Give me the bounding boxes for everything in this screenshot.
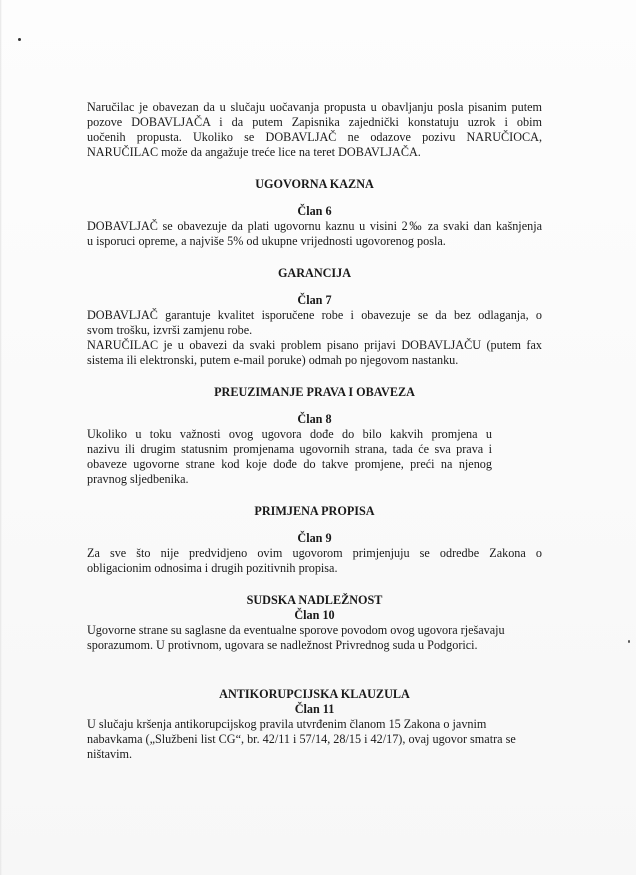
article-11-line: ništavim.: [87, 747, 133, 761]
article-10-line: Ugovorne strane su saglasne da eventualne sporove povodom ovog ugovora rješavaju: [87, 623, 505, 637]
article-11-title: Član 11: [294, 702, 335, 716]
article-6-title: Član 6: [297, 204, 332, 218]
article-8-line: obaveze ugovorne strane kod koje dođe do takve promjene, preći na njenog: [87, 457, 492, 471]
section-heading-ugovorna-kazna: UGOVORNA KAZNA: [255, 177, 374, 191]
article-8-paragraph: [87, 427, 492, 487]
article-10-title: Član 10: [294, 608, 335, 622]
article-9-line: obligacionim odnosima i drugih pozitivnih propisa.: [87, 561, 338, 575]
article-9-line: Za sve što nije predvidjeno ovim ugovorom primjenjuju se odredbe Zakona o: [87, 546, 542, 560]
intro-line: pozove DOBAVLJAČA i da putem Zapisnika zajednički konstatuju uzrok i obim: [87, 115, 542, 129]
article-7-line: svom trošku, izvrši zamjenu robe.: [87, 323, 253, 337]
article-11-line: nabavkama („Službeni list CG“, br. 42/11 i 57/14, 28/15 i 42/17), ovaj ugovor smatra se: [87, 732, 516, 746]
article-8-title: Član 8: [297, 412, 332, 426]
contract-body: [87, 100, 542, 762]
intro-line: Naručilac je obavezan da u slučaju uočavanja propusta u obavljanju posla pisanim putem: [87, 100, 542, 114]
article-9-title: Član 9: [297, 531, 332, 545]
section-heading-primjena: PRIMJENA PROPISA: [254, 504, 375, 518]
article-7-line: NARUČILAC je u obavezi da svaki problem pisano prijavi DOBAVLJAČU (putem fax: [87, 338, 542, 352]
article-8-line: Ukoliko u toku važnosti ovog ugovora dođe do bilo kakvih promjena u: [87, 427, 492, 441]
section-heading-preuzimanje: PREUZIMANJE PRAVA I OBAVEZA: [214, 385, 415, 399]
article-6-line: u isporuci opreme, a najviše 5% od ukupne vrijednosti ugovorenog posla.: [87, 234, 446, 248]
section-heading-antikorupcijska: ANTIKORUPCIJSKA KLAUZULA: [219, 687, 410, 701]
article-6-line: DOBAVLJAČ se obavezuje da plati ugovornu kaznu u visini 2‰ za svaki dan kašnjenja: [87, 219, 542, 233]
intro-paragraph: [87, 100, 542, 160]
scan-speck: [18, 38, 21, 41]
page-edge-shadow: [0, 0, 2, 875]
article-8-line: nazivu ili drugim statusnim promjenama ugovornih strana, tada će sva prava i: [87, 442, 492, 456]
article-11-line: U slučaju kršenja antikorupcijskog pravila utvrđenim članom 15 Zakona o javnim: [87, 717, 487, 731]
intro-line: NARUČILAC može da angažuje treće lice na teret DOBAVLJAČA.: [87, 145, 421, 159]
section-heading-sudska: SUDSKA NADLEŽNOST: [246, 593, 383, 607]
article-10-line: sporazumom. U protivnom, ugovara se nadležnost Privrednog suda u Podgorici.: [87, 638, 478, 652]
section-heading-garancija: GARANCIJA: [277, 266, 352, 280]
article-7-line: DOBAVLJAČ garantuje kvalitet isporučene robe i obavezuje se da bez odlaganja, o: [87, 308, 542, 322]
article-8-line: pravnog sljedbenika.: [87, 472, 189, 486]
intro-line: uočenih propusta. Ukoliko se DOBAVLJAČ ne odazove pozivu NARUČIOCA,: [87, 130, 542, 144]
article-7-title: Član 7: [297, 293, 332, 307]
article-7-line: sistema ili elektronski, putem e-mail poruke) odmah po njegovom nastanku.: [87, 353, 459, 367]
scan-speck: [628, 640, 630, 643]
